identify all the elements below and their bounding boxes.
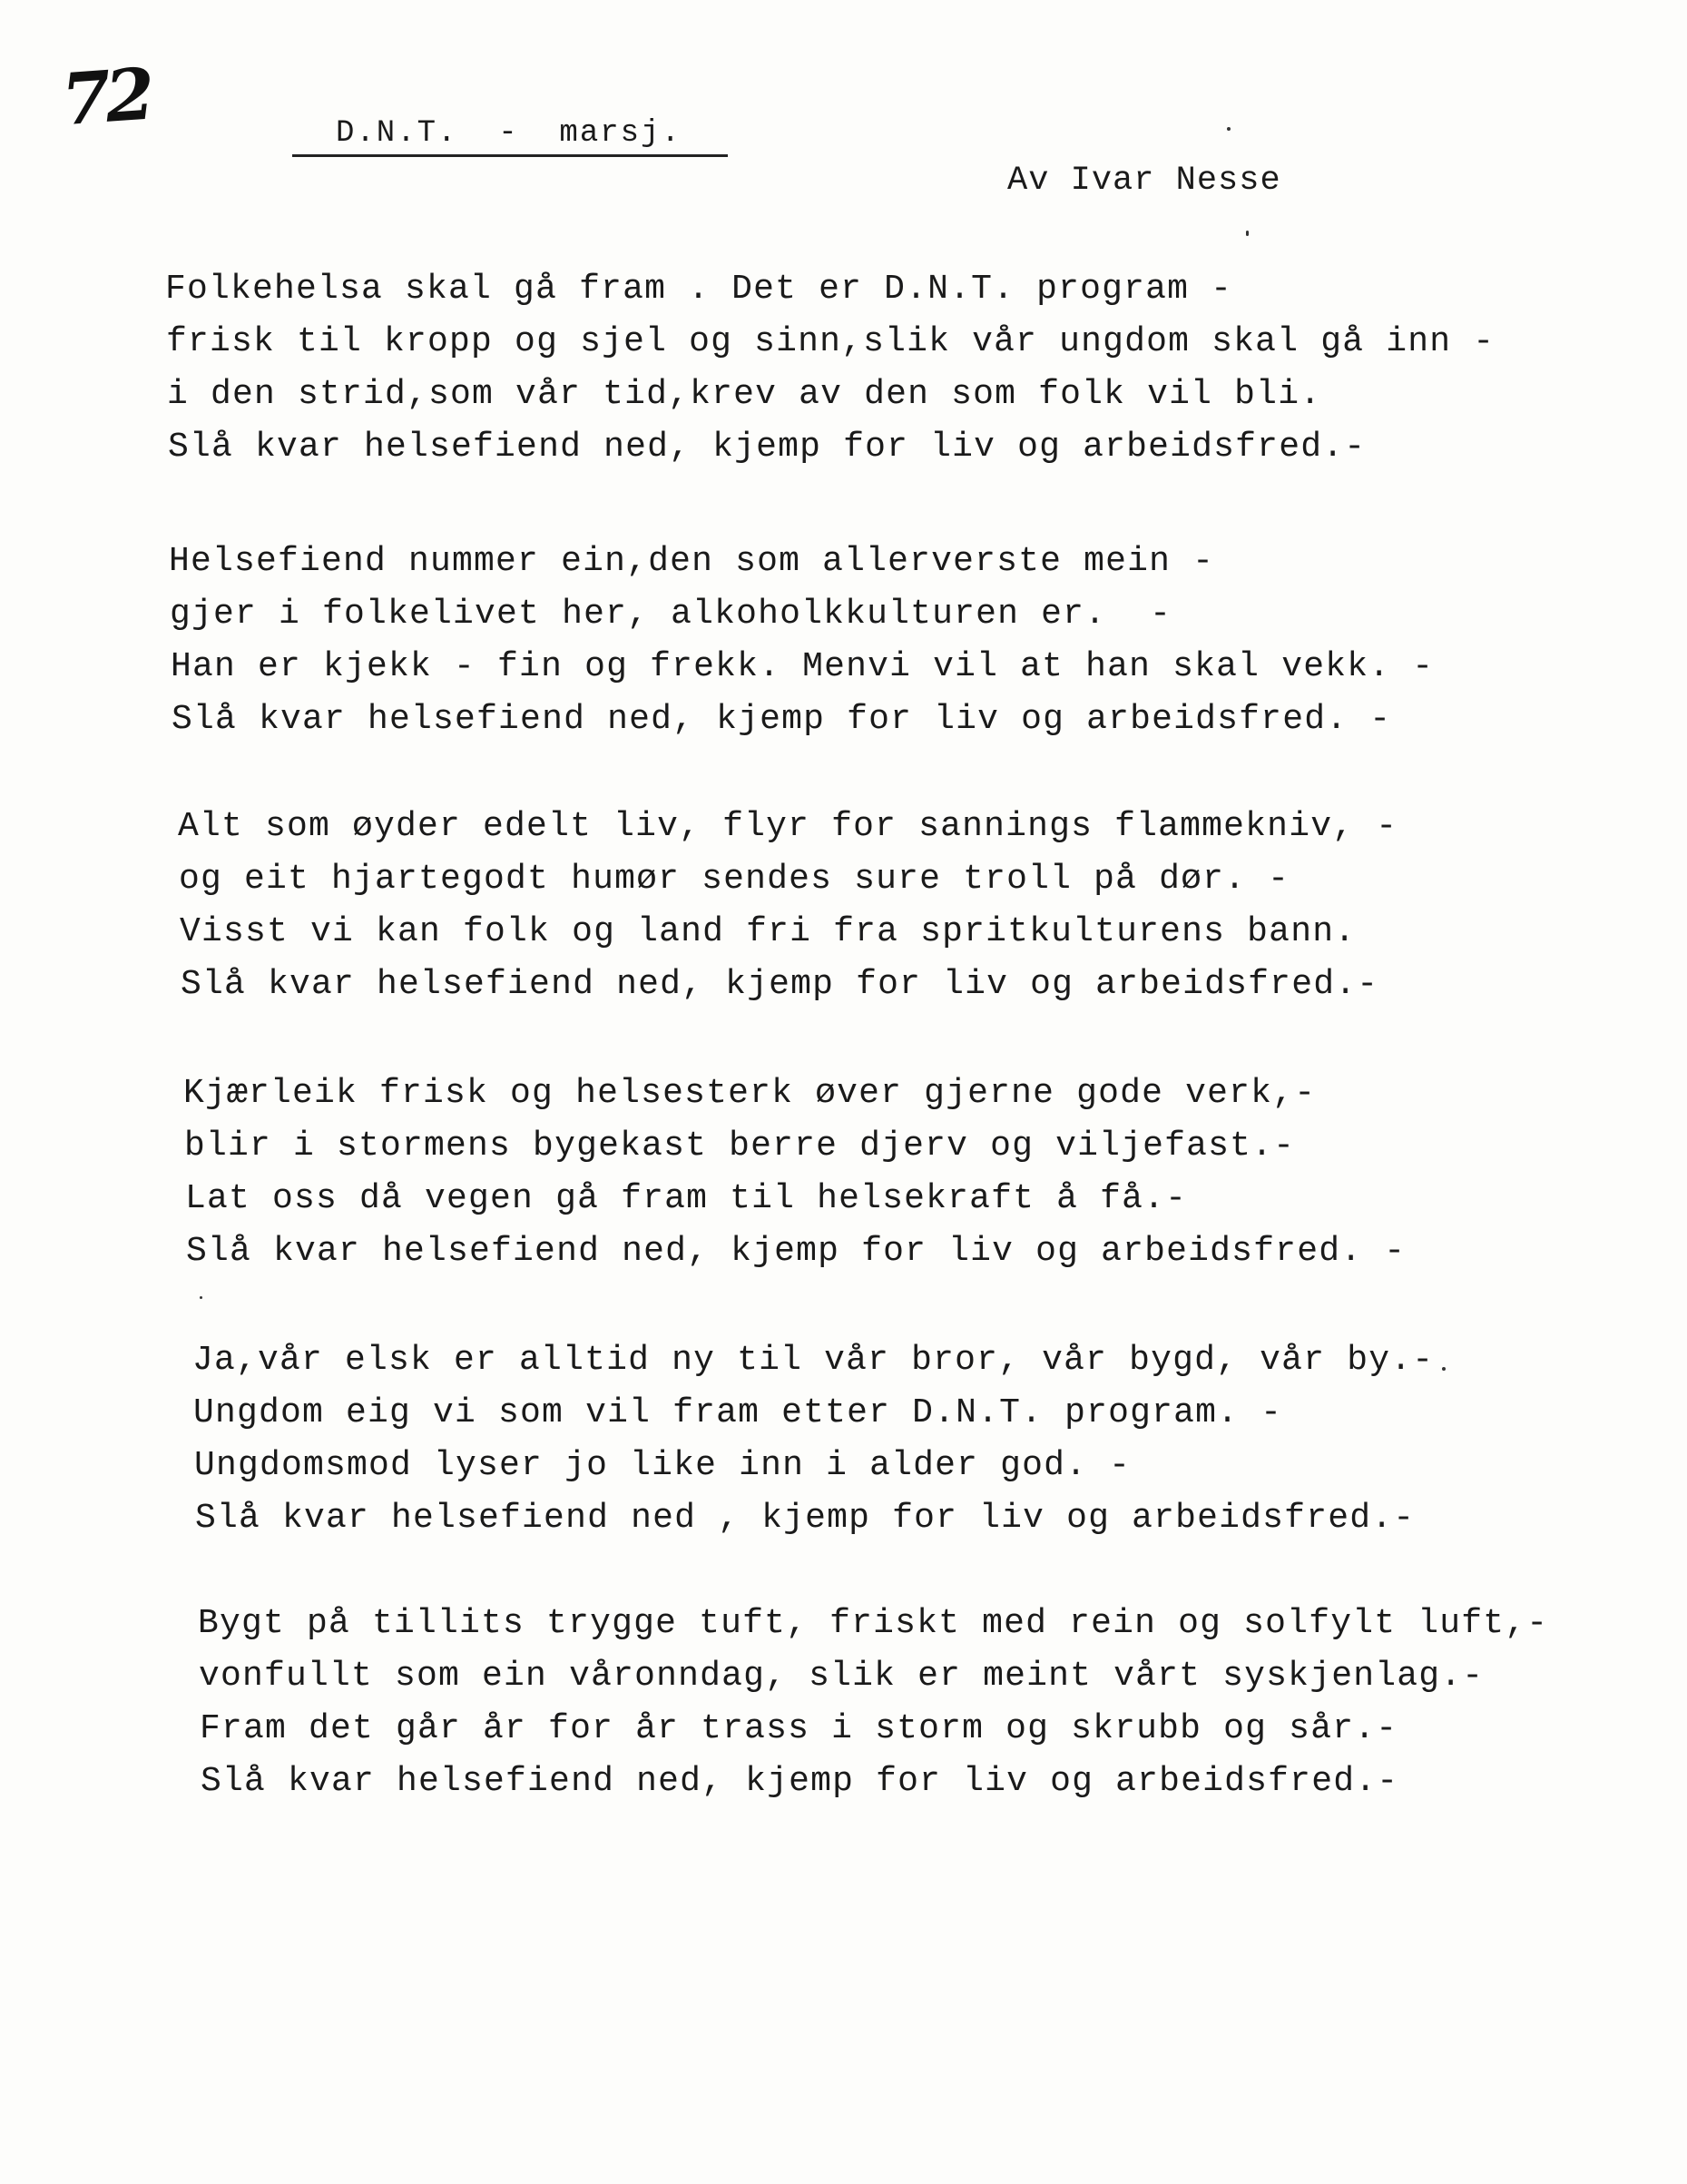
- poem-line: frisk til kropp og sjel og sinn,slik vår ungdom skal gå inn -: [166, 322, 1496, 361]
- handwritten-page-number: 72: [58, 53, 152, 143]
- poem-line: Ungdomsmod lyser jo like inn i alder god. -: [194, 1446, 1132, 1485]
- ink-speck: [200, 1296, 202, 1299]
- poem-line: Ja,vår elsk er alltid ny til vår bror, vår bygd, vår by.-: [192, 1341, 1435, 1380]
- poem-line: Slå kvar helsefiend ned, kjemp for liv og arbeidsfred. -: [186, 1232, 1407, 1271]
- poem-line: Bygt på tillits trygge tuft, friskt med rein og solfylt luft,-: [198, 1604, 1549, 1643]
- poem-line: Slå kvar helsefiend ned, kjemp for liv og arbeidsfred. -: [172, 700, 1392, 739]
- poem-line: Kjærleik frisk og helsesterk øver gjerne gode verk,-: [183, 1074, 1317, 1113]
- poem-line: vonfullt som ein våronndag, slik er meint vårt syskjenlag.-: [199, 1657, 1485, 1696]
- poem-line: Helsefiend nummer ein,den som allerverste mein -: [169, 542, 1215, 581]
- poem-line: Alt som øyder edelt liv, flyr for sannings flammekniv, -: [178, 807, 1398, 846]
- poem-title: D.N.T. - marsj.: [292, 116, 728, 157]
- poem-line: Slå kvar helsefiend ned, kjemp for liv og arbeidsfred.-: [181, 965, 1379, 1004]
- poem-line: Han er kjekk - fin og frekk. Menvi vil at han skal vekk. -: [171, 647, 1435, 686]
- poem-line: og eit hjartegodt humør sendes sure troll på dør. -: [179, 860, 1290, 899]
- poem-author: Av Ivar Nesse: [1007, 162, 1281, 200]
- ink-speck: [1442, 1367, 1446, 1371]
- poem-line: blir i stormens bygekast berre djerv og viljefast.-: [184, 1126, 1296, 1166]
- poem-line: Folkehelsa skal gå fram . Det er D.N.T. program -: [165, 270, 1233, 309]
- poem-line: Lat oss då vegen gå fram til helsekraft å få.-: [185, 1179, 1188, 1218]
- ink-speck: [1227, 127, 1231, 131]
- poem-line: Visst vi kan folk og land fri fra spritkulturens bann.: [180, 912, 1357, 951]
- ink-speck: [1246, 231, 1249, 236]
- poem-line: i den strid,som vår tid,krev av den som folk vil bli.: [167, 375, 1322, 414]
- poem-line: Slå kvar helsefiend ned, kjemp for liv og arbeidsfred.-: [201, 1762, 1399, 1801]
- poem-line: Ungdom eig vi som vil fram etter D.N.T. program. -: [193, 1393, 1283, 1432]
- poem-line: Fram det går år for år trass i storm og skrubb og sår.-: [200, 1709, 1398, 1748]
- poem-line: Slå kvar helsefiend ned, kjemp for liv og arbeidsfred.-: [168, 428, 1367, 467]
- poem-line: gjer i folkelivet her, alkoholkkulturen er. -: [170, 595, 1172, 634]
- poem-line: Slå kvar helsefiend ned , kjemp for liv og arbeidsfred.-: [195, 1499, 1416, 1538]
